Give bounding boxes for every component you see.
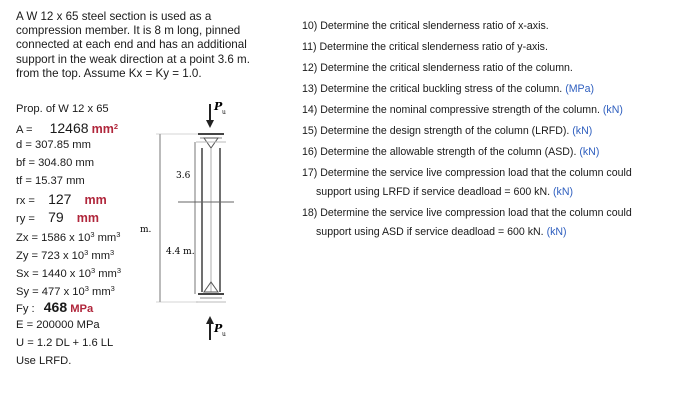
prop-load-combo: U = 1.2 DL + 1.6 LL — [16, 337, 114, 349]
question-item: 13) Determine the critical buckling stress of the column. (MPa) — [302, 83, 595, 95]
prop-title: Prop. of W 12 x 65 — [16, 103, 109, 115]
question-item: 17) Determine the service live compression load that the column could — [302, 167, 632, 179]
prop-modulus: E = 200000 MPa — [16, 319, 100, 331]
problem-statement — [16, 10, 254, 81]
intro-line: connected at each end and has an additional — [16, 38, 247, 52]
ry-label: ry = — [16, 213, 35, 225]
column-diagram — [138, 96, 248, 346]
prop-sx: Sx = 1440 x $10^3$ $mm^3$ — [16, 266, 122, 280]
bottom-load-arrow — [206, 316, 214, 340]
question-item-continued: support using ASD if service deadload = 600 kN. (kN) — [316, 226, 567, 238]
question-item: 15) Determine the design strength of the column (LRFD). (kN) — [302, 125, 593, 137]
question-item: 11) Determine the critical slenderness ratio of y-axis. — [302, 41, 548, 53]
intro-line: A W 12 x 65 steel section is used as a — [16, 10, 212, 23]
rx-unit: mm — [84, 193, 107, 207]
prop-flange-thickness: tf = 15.37 mm — [16, 175, 85, 187]
fy-value: 468 — [43, 299, 68, 315]
intro-line: compression member. It is 8 m long, pinned — [16, 24, 241, 38]
rx-value: 127 — [48, 191, 72, 207]
prop-depth: d = 307.85 mm — [16, 139, 91, 151]
area-value: 12468 — [49, 120, 89, 136]
fy-label: Fy : — [16, 303, 35, 315]
question-item-continued: support using LRFD if service deadload = 600 kN. (kN) — [316, 186, 574, 198]
question-item: 18) Determine the service live compression load that the column could — [302, 207, 632, 219]
question-item: 16) Determine the allowable strength of the column (ASD). (kN) — [302, 146, 600, 158]
prop-flange-width: bf = 304.80 mm — [16, 157, 95, 169]
prop-zx: Zx = 1586 x $10^3$ $mm^3$ — [16, 230, 121, 244]
prop-sy: Sy = 477 x $10^3$ $mm^3$ — [16, 284, 115, 298]
lower-segment-label: 4.4 m. — [166, 247, 195, 257]
fy-unit: MPa — [70, 303, 94, 315]
ry-value: 79 — [48, 209, 64, 225]
upper-segment-label: 3.6 — [176, 171, 191, 181]
intro-line: from the top. Assume Kx = Ky = 1.0. — [16, 66, 202, 80]
question-item: 12) Determine the critical slenderness ratio of the column. — [302, 62, 573, 74]
top-load-sub: u — [222, 109, 226, 116]
bottom-load-sub: u — [222, 331, 226, 338]
column-member — [202, 148, 220, 292]
ry-unit: mm — [76, 211, 99, 225]
prop-method: Use LRFD. — [16, 355, 72, 367]
total-length-label: m. — [140, 225, 152, 235]
question-item: 14) Determine the nominal compressive strength of the column. (kN) — [302, 104, 623, 116]
total-length-dimension — [156, 134, 198, 302]
prop-zy: Zy = 723 x $10^3$ $mm^3$ — [16, 248, 115, 262]
top-load-label: P — [214, 100, 223, 113]
top-pin-support — [196, 134, 226, 148]
rx-label: rx = — [16, 195, 35, 207]
question-item: 10) Determine the critical slenderness ratio of x-axis. — [302, 20, 549, 32]
area-unit: $mm^2$ — [91, 122, 119, 136]
intro-line: support in the weak direction at a point 3.6 m. — [16, 52, 250, 66]
area-label: A = — [16, 124, 33, 136]
top-load-arrow — [206, 104, 214, 128]
bottom-load-label: P — [214, 322, 223, 335]
